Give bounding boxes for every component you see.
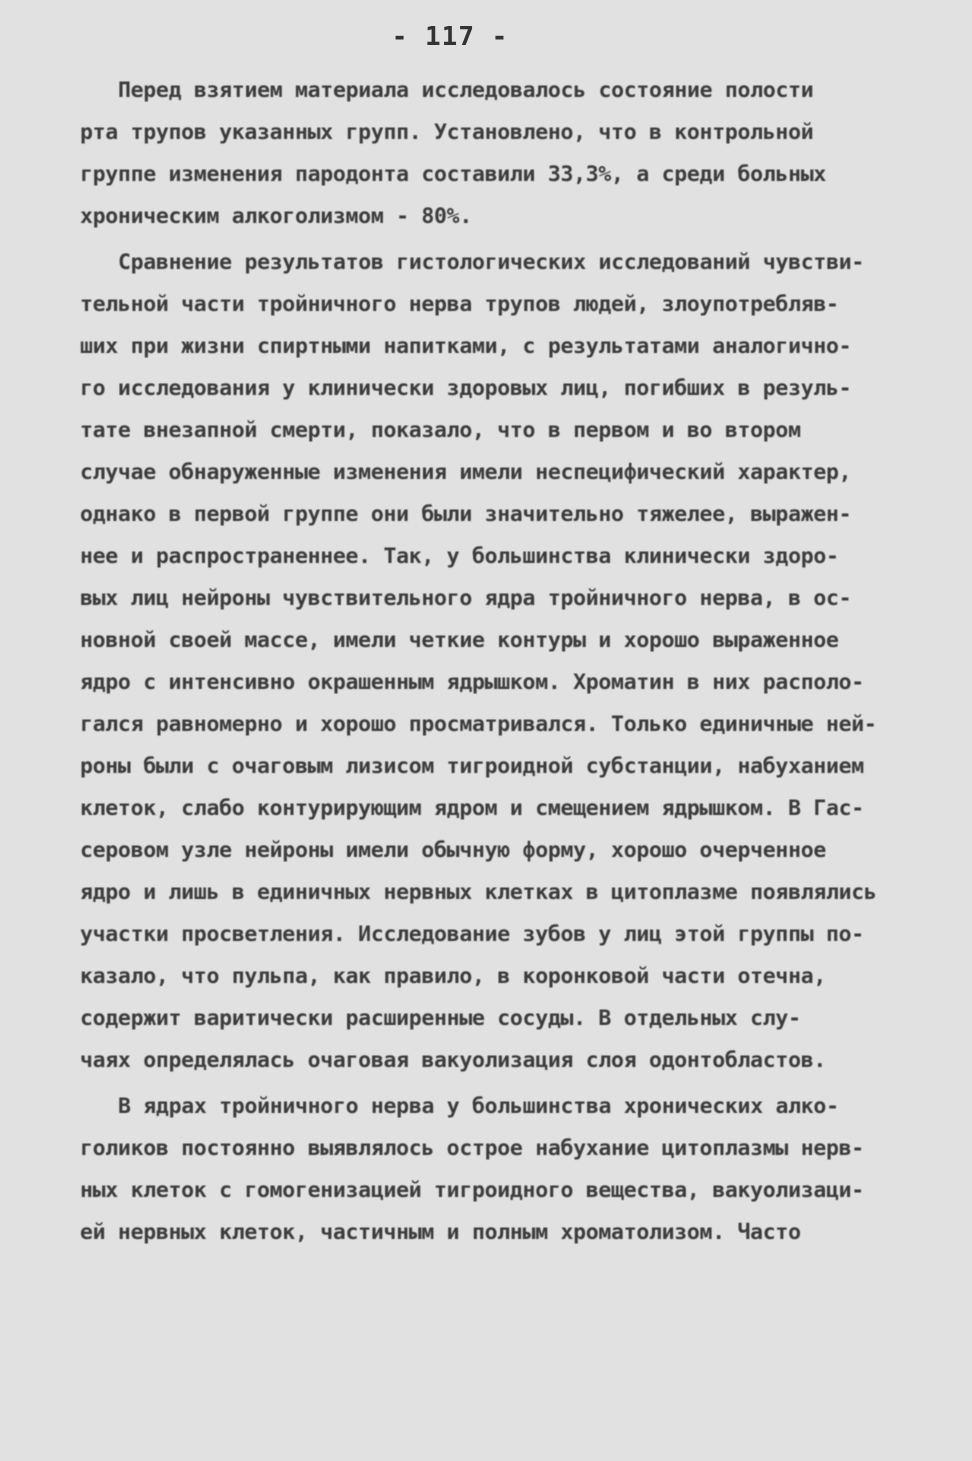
text-line: содержит варитически расширенные сосуды. В отдельных слу- <box>80 1006 801 1031</box>
text-line: случае обнаруженные изменения имели неспецифический характер, <box>80 460 852 485</box>
text-line: го исследования у клинически здоровых лиц, погибших в резуль- <box>80 376 852 401</box>
text-line: тате внезапной смерти, показало, что в первом и во втором <box>80 418 801 443</box>
text-line: гался равномерно и хорошо просматривался. Только единичные ней- <box>80 712 877 737</box>
text-line: В ядрах тройничного нерва у большинства хронических алко- <box>118 1094 839 1119</box>
text-line: тельной части тройничного нерва трупов людей, злоупотребляв- <box>80 292 839 317</box>
text-line: серовом узле нейроны имели обычную форму, хорошо очерченное <box>80 838 827 863</box>
text-line: однако в первой группе они были значительно тяжелее, выражен- <box>80 502 852 527</box>
text-line: клеток, слабо контурирующим ядром и смещением ядрышком. В Гас- <box>80 796 864 821</box>
text-line: рта трупов указанных групп. Установлено, что в контрольной <box>80 120 814 145</box>
text-line: чаях определялась очаговая вакуолизация слоя одонтобластов. <box>80 1048 827 1073</box>
text-line: ядро и лишь в единичных нервных клетках в цитоплазме появлялись <box>80 880 877 905</box>
text-line: ных клеток с гомогенизацией тигроидного вещества, вакуолизаци- <box>80 1178 864 1203</box>
text-line: Сравнение результатов гистологических исследований чувстви- <box>118 250 865 275</box>
text-line: вых лиц нейроны чувствительного ядра тройничного нерва, в ос- <box>80 586 852 611</box>
text-line: группе изменения пародонта составили 33,3%, а среди больных <box>80 162 827 187</box>
page-number: - 117 - <box>391 22 509 52</box>
text-line: ших при жизни спиртными напитками, с результатами аналогично- <box>80 334 852 359</box>
text-line: хроническим алкоголизмом - 80%. <box>80 204 472 229</box>
text-line: казало, что пульпа, как правило, в коронковой части отечна, <box>80 964 827 989</box>
text-line: роны были с очаговым лизисом тигроидной субстанции, набуханием <box>80 754 864 779</box>
text-line: ей нервных клеток, частичным и полным хроматолизом. Часто <box>80 1220 801 1245</box>
text-line: новной своей массе, имели четкие контуры и хорошо выраженное <box>80 628 839 653</box>
text-line: ядро с интенсивно окрашенным ядрышком. Хроматин в них располо- <box>80 670 864 695</box>
text-line: нее и распространеннее. Так, у большинства клинически здоро- <box>80 544 839 569</box>
text-line: голиков постоянно выявлялось острое набухание цитоплазмы нерв- <box>80 1136 864 1161</box>
text-line: участки просветления. Исследование зубов у лиц этой группы по- <box>80 922 864 947</box>
text-line: Перед взятием материала исследовалось состояние полости <box>118 78 814 103</box>
